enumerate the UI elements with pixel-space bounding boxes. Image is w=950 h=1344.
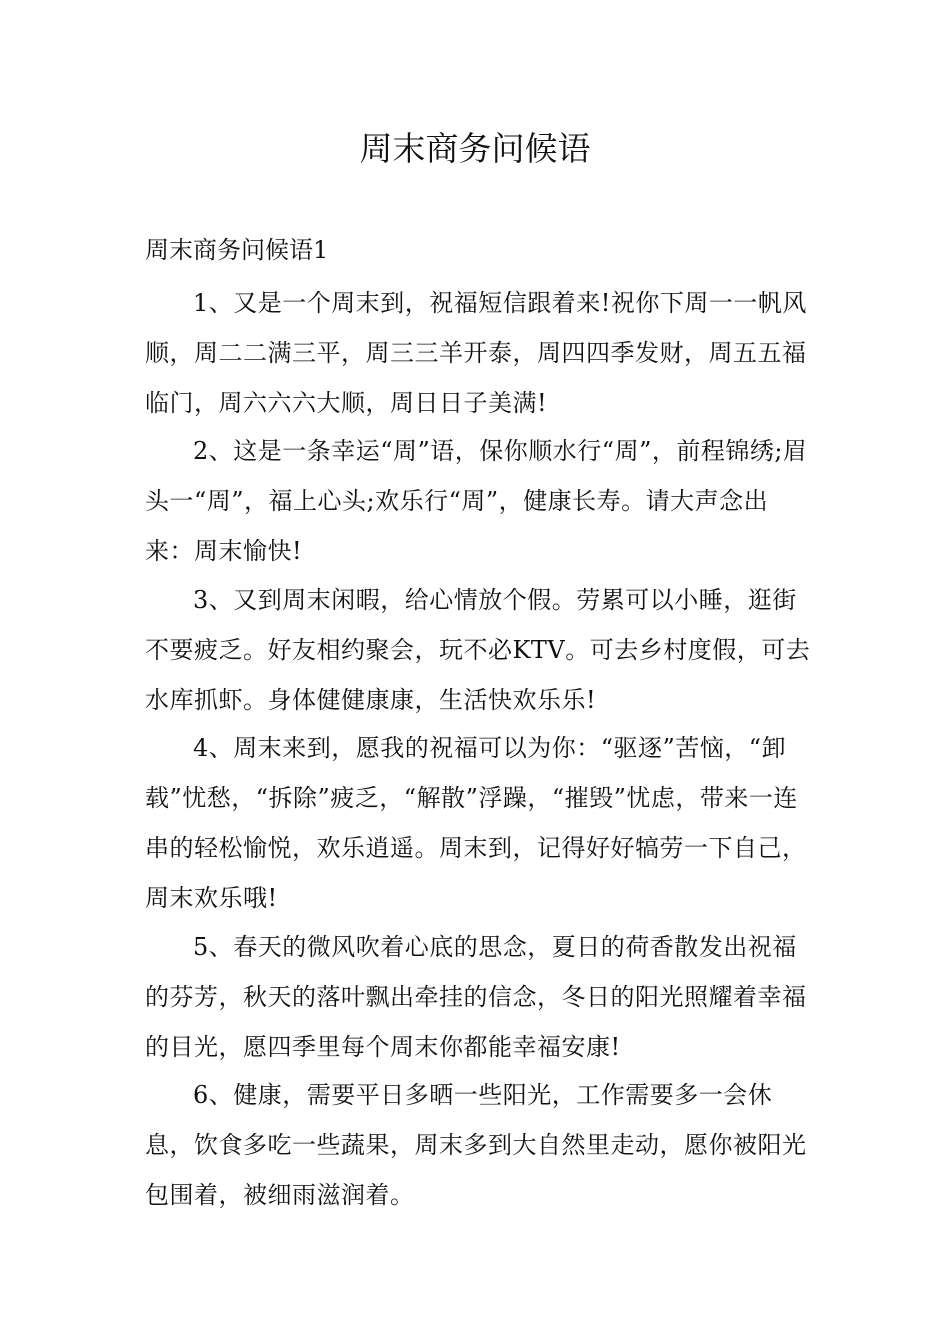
paragraph-1: 1、又是一个周末到，祝福短信跟着来!祝你下周一一帆风顺，周二二满三平，周三三羊开泰，周四四季发财，周五五福临门，周六六六大顺，周日日子美满! [145,289,807,417]
paragraph-5: 5、春天的微风吹着心底的思念，夏日的荷香散发出祝福的芬芳，秋天的落叶飘出牵挂的信念，冬日的阳光照耀着幸福的目光，愿四季里每个周末你都能幸福安康! [145,933,807,1061]
paragraph-3: 3、又到周末闲暇，给心情放个假。劳累可以小睡，逛街不要疲乏。好友相约聚会，玩不必KTV。可去乡村度假，可去水库抓虾。身体健健康康，生活快欢乐乐! [145,586,811,714]
paragraph-4: 4、周末来到，愿我的祝福可以为你：“驱逐”苦恼，“卸载”忧愁，“拆除”疲乏，“解散”浮躁，“摧毁”忧虑，带来一连串的轻松愉悦，欢乐逍遥。周末到，记得好好犒劳一下自己，周末欢乐哦! [145,734,807,912]
section-heading: 周末商务问候语1 [145,236,329,264]
document-title: 周末商务问候语 [359,129,591,168]
paragraph-2: 2、这是一条幸运“周”语，保你顺水行“周”，前程锦绣;眉头一“周”，福上心头;欢乐行“周”，健康长寿。请大声念出来：周末愉快! [145,437,808,565]
paragraph-6: 6、健康，需要平日多晒一些阳光，工作需要多一会休息，饮食多吃一些蔬果，周末多到大自然里走动，愿你被阳光包围着，被细雨滋润着。 [145,1081,807,1209]
